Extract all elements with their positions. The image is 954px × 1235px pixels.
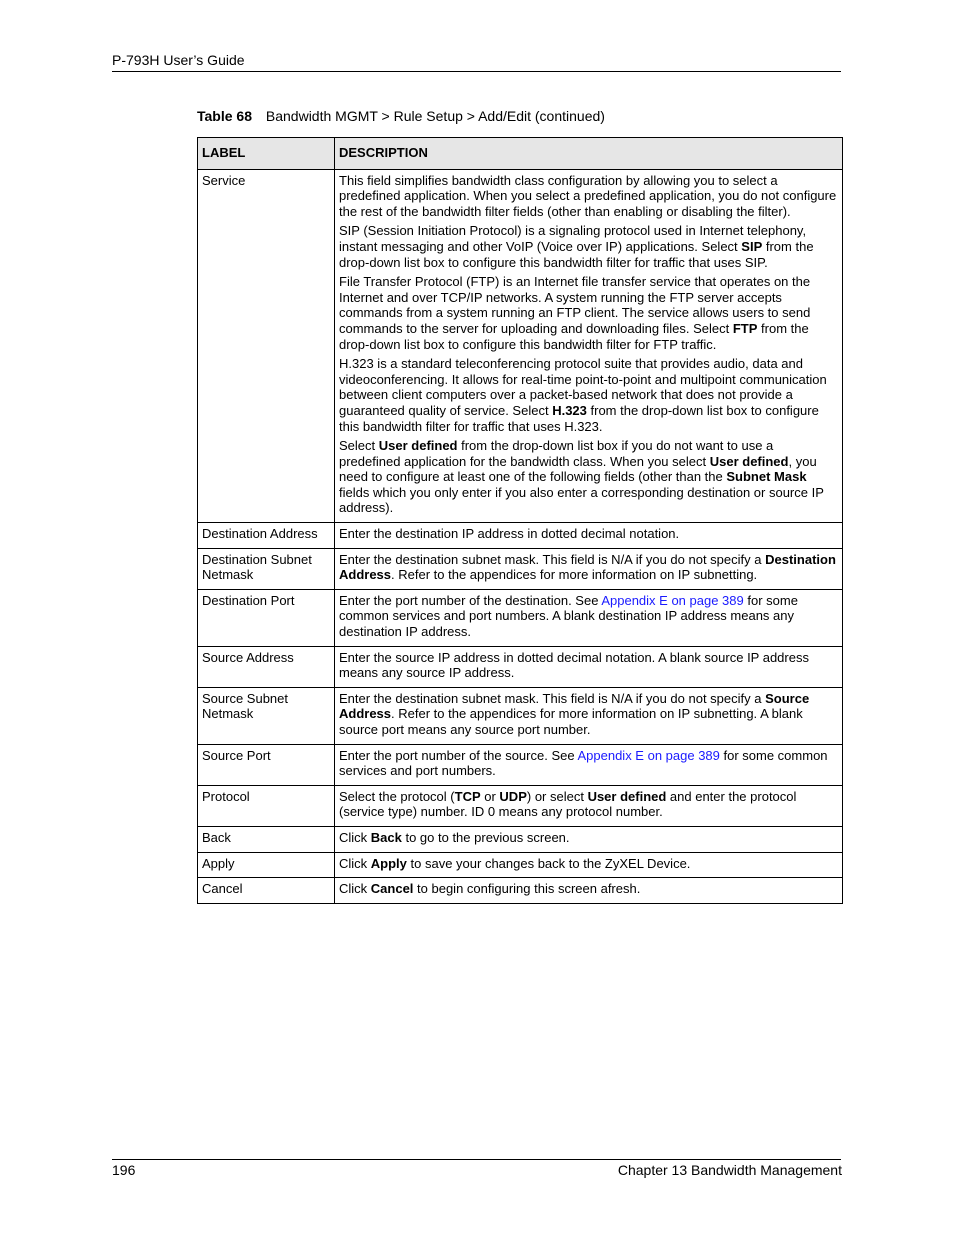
- row-description: [335, 169, 843, 522]
- table-row-destination-subnet-netmask: [198, 548, 843, 589]
- row-label: Service: [198, 169, 335, 522]
- appendix-link[interactable]: Appendix E on page 389: [577, 747, 720, 763]
- description-column-header: DESCRIPTION: [335, 138, 843, 170]
- table-row-destination-port: [198, 589, 843, 646]
- row-label: Apply: [198, 852, 335, 878]
- table-row-back: [198, 826, 843, 852]
- header-divider: [112, 71, 841, 72]
- row-description: Enter the port number of the destination. See Appendix E on page 389 for some common services and port numbers. A blank destination IP address means any destination IP address.: [335, 589, 843, 646]
- row-description: Click Cancel to begin configuring this screen afresh.: [335, 878, 843, 904]
- row-description: Click Apply to save your changes back to the ZyXEL Device.: [335, 852, 843, 878]
- service-paragraph: This field simplifies bandwidth class configuration by allowing you to select a predefined application. When you select a predefined application, you do not configure the rest of the bandwidth filter fields (other than enabling or disabling the filter).: [339, 172, 837, 219]
- appendix-link[interactable]: Appendix E on page 389: [601, 592, 744, 608]
- service-paragraph: SIP (Session Initiation Protocol) is a signaling protocol used in Internet telephony, instant messaging and other VoIP (Voice over IP) applications. Select SIP from the drop-down list box to configure this bandwidth filter for traffic that uses SIP.: [339, 223, 814, 270]
- footer-divider: [112, 1159, 841, 1160]
- row-label: Destination Address: [198, 523, 335, 549]
- table-row-destination-address: [198, 523, 843, 549]
- table-number: Table 68: [197, 108, 252, 124]
- row-description: Select the protocol (TCP or UDP) or select User defined and enter the protocol (service type) number. ID 0 means any protocol number.: [335, 785, 843, 826]
- service-paragraph: H.323 is a standard teleconferencing protocol suite that provides audio, data and videoconferencing. It allows for real-time point-to-point and multipoint communication between client computers over a packet-based network that does not provide a guaranteed quality of service. Select H.323 from the drop-down list box to configure this bandwidth filter for traffic that uses H.323.: [339, 356, 827, 434]
- table-row-protocol: [198, 785, 843, 826]
- table-row-source-port: [198, 744, 843, 785]
- running-header: P-793H User’s Guide: [112, 52, 245, 68]
- service-paragraph: File Transfer Protocol (FTP) is an Internet file transfer service that operates on the Internet and over TCP/IP networks. A system running the FTP server accepts commands from a system running an FTP client. The service allows users to send commands to the server for uploading and downloading files. Select FTP from the drop-down list box to configure this bandwidth filter for FTP traffic.: [339, 274, 811, 352]
- row-label: Destination Port: [198, 589, 335, 646]
- row-description: Enter the destination IP address in dotted decimal notation.: [335, 523, 843, 549]
- table-title: Bandwidth MGMT > Rule Setup > Add/Edit (continued): [265, 108, 605, 124]
- chapter-title: Chapter 13 Bandwidth Management: [617, 1162, 842, 1178]
- row-description: Enter the port number of the source. See Appendix E on page 389 for some common services and port numbers.: [335, 744, 843, 785]
- row-label: Destination Subnet Netmask: [198, 548, 335, 589]
- row-label: Back: [198, 826, 335, 852]
- table-caption: [197, 108, 605, 125]
- row-description: Enter the destination subnet mask. This field is N/A if you do not specify a Source Address. Refer to the appendices for more information on IP subnetting. A blank source port means any source port number.: [335, 687, 843, 744]
- table-row-source-address: [198, 646, 843, 687]
- row-label: Source Address: [198, 646, 335, 687]
- row-description: Enter the source IP address in dotted decimal notation. A blank source IP address means any source IP address.: [335, 646, 843, 687]
- label-column-header: LABEL: [198, 138, 335, 170]
- row-label: Cancel: [198, 878, 335, 904]
- row-label: Source Subnet Netmask: [198, 687, 335, 744]
- table-row-apply: [198, 852, 843, 878]
- row-label: Source Port: [198, 744, 335, 785]
- row-label: Protocol: [198, 785, 335, 826]
- row-description: Click Back to go to the previous screen.: [335, 826, 843, 852]
- table-row-cancel: [198, 878, 843, 904]
- table-header-row: [198, 138, 843, 170]
- page-number: 196: [112, 1162, 136, 1178]
- service-paragraph: Select User defined from the drop-down list box if you do not want to use a predefined application for the bandwidth class. When you select User defined, you need to configure at least one of the following fields (other than the Subnet Mask fields which you only enter if you also enter a corresponding destination or source IP address).: [339, 438, 824, 516]
- table-row-source-subnet-netmask: [198, 687, 843, 744]
- row-description: Enter the destination subnet mask. This field is N/A if you do not specify a Destination Address. Refer to the appendices for more information on IP subnetting.: [335, 548, 843, 589]
- table-row-service: [198, 169, 843, 522]
- field-description-table: [197, 137, 843, 904]
